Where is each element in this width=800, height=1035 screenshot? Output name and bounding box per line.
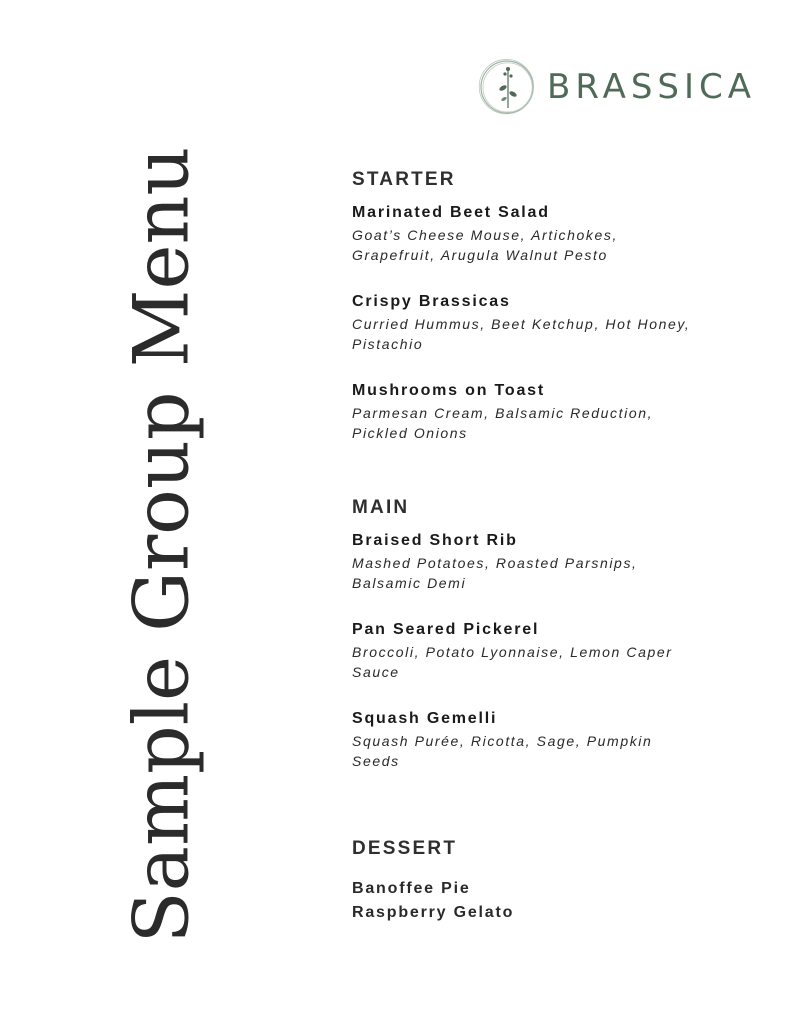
starter-section (352, 168, 772, 469)
dish-item (352, 380, 772, 443)
dish-name: Marinated Beet Salad (352, 204, 550, 221)
section-heading-main: MAIN (352, 497, 410, 518)
dish-description: Curried Hummus, Beet Ketchup, Hot Honey, Pistachio (352, 316, 691, 352)
dish-name: Mushrooms on Toast (352, 382, 545, 399)
sprig-in-circle-icon (478, 58, 536, 116)
dish-name: Squash Gemelli (352, 710, 498, 727)
section-heading-dessert: DESSERT (352, 838, 458, 859)
dish-name: Pan Seared Pickerel (352, 621, 540, 638)
dish-item (352, 708, 772, 771)
dessert-section (352, 837, 772, 925)
section-heading-starter: STARTER (352, 169, 456, 190)
dish-name: Crispy Brassicas (352, 293, 511, 310)
dish-description: Goat’s Cheese Mouse, Artichokes, Grapefruit, Arugula Walnut Pesto (352, 227, 618, 263)
dish-description: Broccoli, Potato Lyonnaise, Lemon Caper Sauce (352, 644, 673, 680)
menu-title-vertical (96, 146, 226, 944)
brand-name: BRASSICA (547, 67, 757, 107)
dish-item (352, 530, 772, 593)
page-title: Sample Group Menu (116, 146, 206, 944)
main-section (352, 496, 772, 797)
dish-description: Mashed Potatoes, Roasted Parsnips, Balsamic Demi (352, 555, 638, 591)
dish-description: Squash Purée, Ricotta, Sage, Pumpkin Seeds (352, 733, 653, 769)
brand-logo (478, 57, 763, 117)
dish-item (352, 619, 772, 682)
dish-description: Parmesan Cream, Balsamic Reduction, Pickled Onions (352, 405, 654, 441)
dish-name: Braised Short Rib (352, 532, 518, 549)
dessert-item: Banoffee Pie (352, 880, 471, 897)
dish-item (352, 202, 772, 265)
dessert-item: Raspberry Gelato (352, 904, 515, 921)
dish-item (352, 291, 772, 354)
